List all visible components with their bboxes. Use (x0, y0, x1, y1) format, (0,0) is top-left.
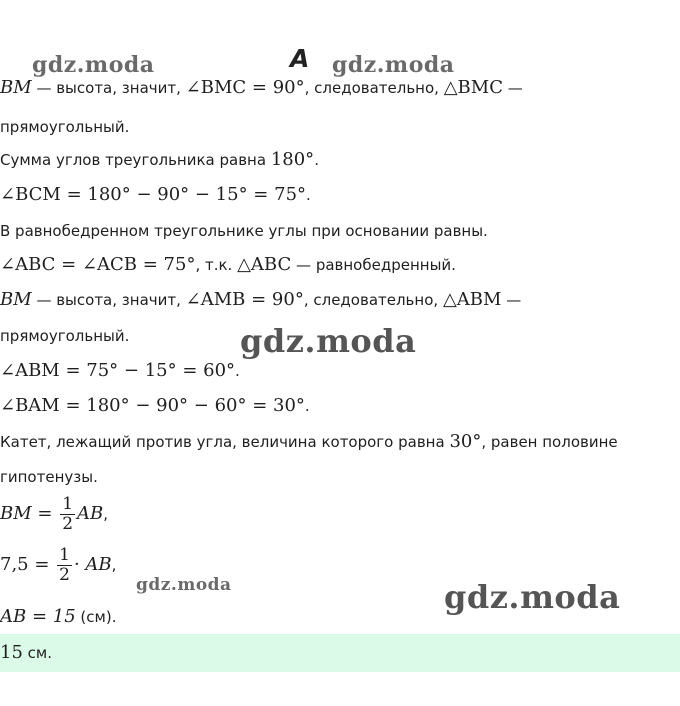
text: — равнобедренный. (291, 256, 456, 274)
math: AB = 15 (0, 606, 76, 627)
text: Сумма углов треугольника равна (0, 151, 271, 169)
solution-line-10 (0, 394, 310, 418)
text: , следовательно, (304, 79, 444, 97)
math: ∠ABC = ∠ACB = 75° (0, 254, 196, 275)
text: . (306, 186, 311, 204)
math: 180° (270, 149, 315, 170)
math: ∠BMC = 90° (185, 77, 305, 98)
solution-line-6 (0, 253, 456, 277)
text: прямоугольный. (0, 327, 130, 345)
watermark-logo: gdz.moda (332, 52, 455, 78)
answer-value: 15 (0, 642, 23, 663)
solution-line-8 (0, 324, 129, 348)
answer-unit: см. (22, 644, 53, 662)
text: — (501, 291, 522, 309)
math: BM = (0, 503, 59, 524)
watermark-logo: gdz.moda (240, 322, 417, 360)
text: В равнобедренном треугольнике углы при основании равны. (0, 222, 488, 240)
text: — высота, значит, (31, 79, 186, 97)
text: прямоугольный. (0, 118, 130, 136)
solution-line-11 (0, 430, 618, 454)
math: ∠AMB = 90° (185, 289, 304, 310)
math: BM (0, 77, 32, 98)
solution-line-7 (0, 288, 521, 312)
math: BM (0, 289, 32, 310)
text: , следовательно, (303, 291, 443, 309)
text: . (304, 397, 310, 415)
solution-line-9 (0, 359, 240, 383)
watermark-logo: gdz.moda (136, 575, 232, 595)
text: . (314, 151, 319, 169)
math: 7,5 = (0, 554, 56, 575)
math: 30° (449, 431, 482, 452)
math: AB (77, 503, 104, 524)
fraction-denominator: 2 (59, 565, 70, 585)
math: ∠ABM = 75° − 15° = 60° (0, 360, 236, 381)
text: . (235, 362, 240, 380)
fraction-denominator: 2 (62, 514, 74, 534)
text: — высота, значит, (31, 291, 186, 309)
text: (см). (75, 608, 117, 626)
solution-line-14 (0, 546, 116, 585)
solution-line-2 (0, 115, 129, 139)
math: △ABM (442, 289, 502, 310)
answer-box (0, 634, 680, 672)
text: Катет, лежащий против угла, величина которого равна (0, 433, 450, 451)
text: , равен половине (481, 433, 618, 451)
math: ∠BAM = 180° − 90° − 60° = 30° (0, 395, 305, 416)
text: , (111, 556, 117, 574)
fraction-numerator: 1 (59, 545, 70, 565)
watermark-logo: gdz.moda (32, 52, 155, 78)
text: , (103, 505, 109, 523)
solution-line-5 (0, 219, 488, 243)
text: — (503, 79, 523, 97)
solution-line-3 (0, 148, 319, 172)
solution-line-12 (0, 465, 98, 489)
math: △ABC (237, 254, 292, 275)
math: △BMC (443, 77, 503, 98)
solution-line-1 (0, 76, 523, 100)
solution-line-15 (0, 605, 116, 629)
watermark-logo: gdz.moda (444, 578, 621, 616)
solution-line-4 (0, 183, 311, 207)
math: · AB (73, 554, 112, 575)
text: гипотенузы. (0, 468, 98, 486)
variant-letter: А (290, 44, 310, 73)
fraction (60, 495, 75, 534)
solution-line-13 (0, 495, 108, 534)
fraction-numerator: 1 (62, 494, 74, 514)
text: , т.к. (195, 256, 238, 274)
fraction (57, 546, 72, 585)
math: ∠BCM = 180° − 90° − 15° = 75° (0, 184, 307, 205)
